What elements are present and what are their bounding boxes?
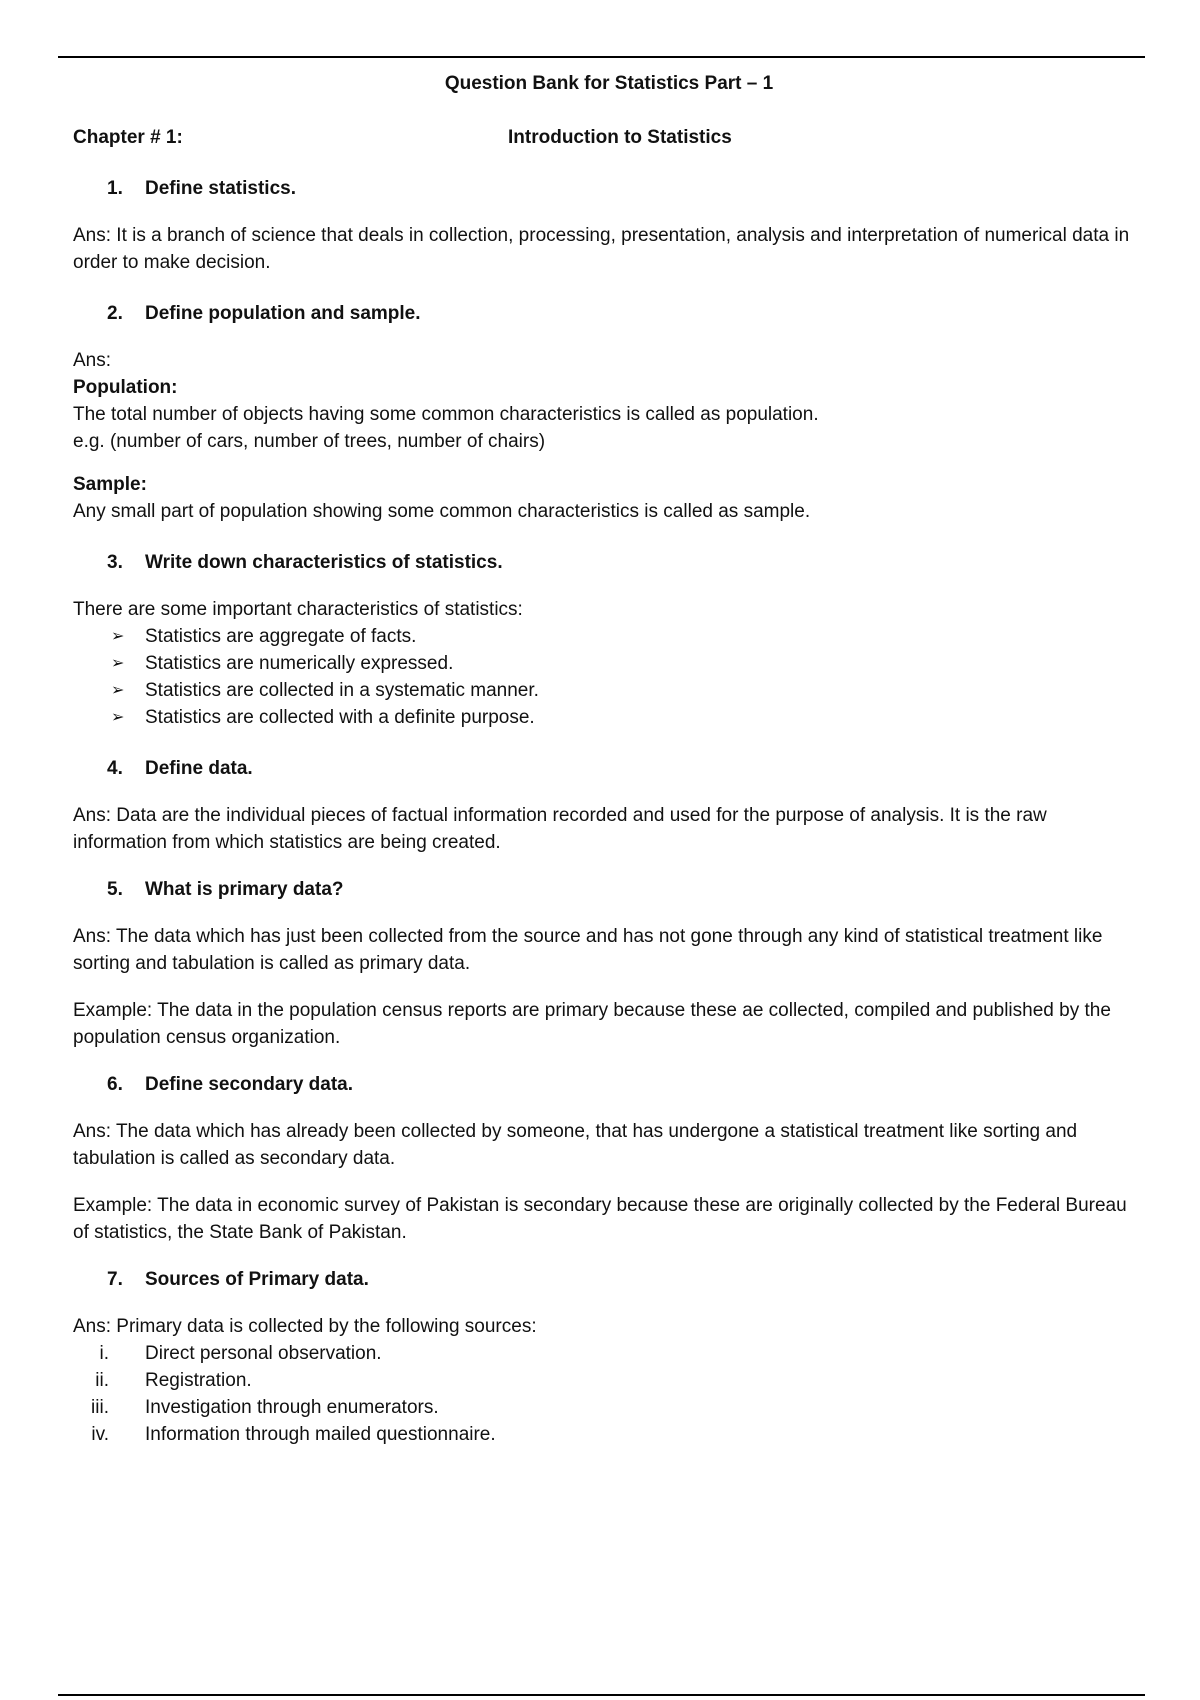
list-item-text: Statistics are aggregate of facts. xyxy=(145,626,417,647)
top-rule xyxy=(58,56,1145,58)
list-item xyxy=(73,650,1145,677)
population-heading: Population: xyxy=(73,377,178,398)
question-1 xyxy=(73,175,1145,202)
list-item-text: Investigation through enumerators. xyxy=(145,1397,439,1418)
list-item xyxy=(73,623,1145,650)
characteristics-list xyxy=(73,623,1145,731)
question-3 xyxy=(73,549,1145,576)
question-text: Define statistics. xyxy=(145,178,296,199)
question-text: Define secondary data. xyxy=(145,1074,354,1095)
arrow-bullet-icon: ➢ xyxy=(111,682,125,699)
answer-6: Ans: The data which has already been collected by someone, that has undergone a statistical treatment like sorting and tabulation is called as secondary data. xyxy=(73,1121,1078,1169)
list-item-number: iv. xyxy=(91,1424,109,1445)
question-number: 3. xyxy=(107,552,123,573)
list-item-number: i. xyxy=(99,1343,109,1364)
sample-definition: Any small part of population showing some common characteristics is called as sample. xyxy=(73,501,811,522)
list-item xyxy=(73,1340,1145,1367)
population-example: e.g. (number of cars, number of trees, number of chairs) xyxy=(73,431,546,452)
list-item-text: Statistics are collected with a definite purpose. xyxy=(145,707,535,728)
question-5 xyxy=(73,876,1145,903)
question-6 xyxy=(73,1071,1145,1098)
characteristics-intro: There are some important characteristics of statistics: xyxy=(73,599,523,620)
question-number: 5. xyxy=(107,879,123,900)
answer-5: Ans: The data which has just been collected from the source and has not gone through any kind of statistical treatment like sorting and tabulation is called as primary data. xyxy=(73,926,1103,974)
list-item xyxy=(73,1394,1145,1421)
arrow-bullet-icon: ➢ xyxy=(111,628,125,645)
list-item xyxy=(73,677,1145,704)
list-item-text: Statistics are numerically expressed. xyxy=(145,653,454,674)
question-text: Sources of Primary data. xyxy=(145,1269,369,1290)
chapter-header xyxy=(73,124,1145,151)
list-item-text: Registration. xyxy=(145,1370,252,1391)
arrow-bullet-icon: ➢ xyxy=(111,709,125,726)
question-number: 1. xyxy=(107,178,123,199)
question-text: Write down characteristics of statistics. xyxy=(145,552,503,573)
chapter-label: Chapter # 1: xyxy=(73,127,183,148)
list-item-text: Information through mailed questionnaire. xyxy=(145,1424,496,1445)
answer-7: Ans: Primary data is collected by the following sources: xyxy=(73,1316,537,1337)
list-item-number: iii. xyxy=(91,1397,109,1418)
chapter-title: Introduction to Statistics xyxy=(508,127,732,148)
answer-4: Ans: Data are the individual pieces of factual information recorded and used for the purpose of analysis. It is the raw information from which statistics are being created. xyxy=(73,805,1047,853)
answer-1: Ans: It is a branch of science that deals in collection, processing, presentation, analysis and interpretation of numerical data in order to make decision. xyxy=(73,225,1130,273)
question-4 xyxy=(73,755,1145,782)
sources-list xyxy=(73,1340,1145,1448)
question-text: Define population and sample. xyxy=(145,303,421,324)
list-item xyxy=(73,704,1145,731)
document-title: Question Bank for Statistics Part – 1 xyxy=(444,73,774,94)
question-number: 6. xyxy=(107,1074,123,1095)
answer-2-label: Ans: xyxy=(73,350,112,371)
question-2 xyxy=(73,300,1145,327)
arrow-bullet-icon: ➢ xyxy=(111,655,125,672)
population-definition: The total number of objects having some common characteristics is called as population. xyxy=(73,404,819,425)
question-text: Define data. xyxy=(145,758,253,779)
question-text: What is primary data? xyxy=(145,879,344,900)
question-number: 4. xyxy=(107,758,123,779)
example-6: Example: The data in economic survey of Pakistan is secondary because these are originally collected by the Federal Bureau of statistics, the State Bank of Pakistan. xyxy=(73,1195,1127,1243)
question-7 xyxy=(73,1266,1145,1293)
list-item xyxy=(73,1421,1145,1448)
list-item-number: ii. xyxy=(95,1370,109,1391)
example-5: Example: The data in the population census reports are primary because these ae collected, compiled and published by the population census organization. xyxy=(73,1000,1111,1048)
sample-heading: Sample: xyxy=(73,474,147,495)
list-item xyxy=(73,1367,1145,1394)
question-number: 2. xyxy=(107,303,123,324)
bottom-rule xyxy=(58,1694,1145,1696)
list-item-text: Direct personal observation. xyxy=(145,1343,382,1364)
question-number: 7. xyxy=(107,1269,123,1290)
document-page xyxy=(73,70,1145,1448)
list-item-text: Statistics are collected in a systematic manner. xyxy=(145,680,539,701)
